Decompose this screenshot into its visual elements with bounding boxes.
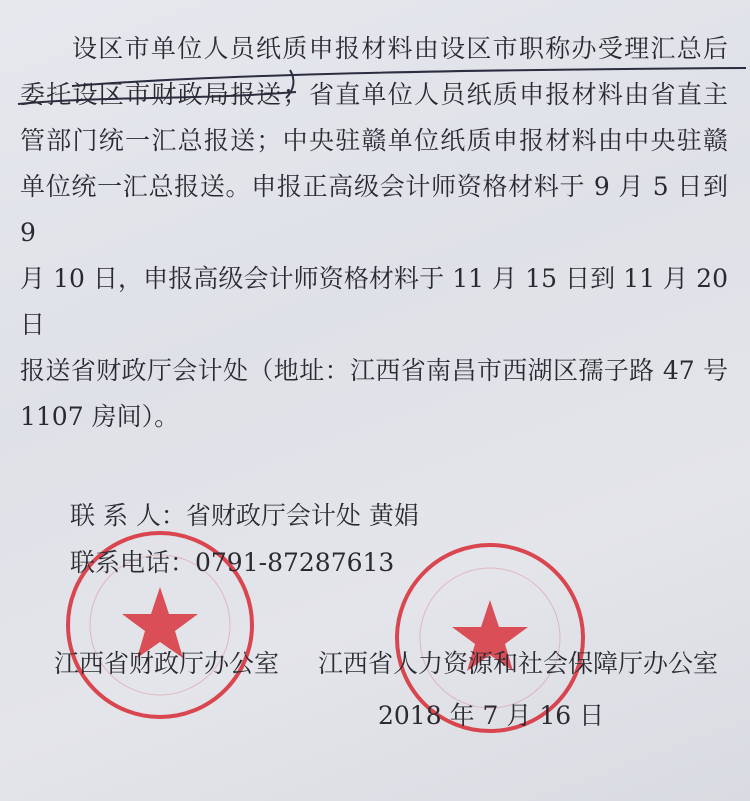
document-body <box>20 26 728 586</box>
document-date: 2018 年 7 月 16 日 <box>378 701 605 730</box>
paragraph-line: 报送省财政厅会计处（地址：江西省南昌市西湖区孺子路 47 号 <box>20 356 728 385</box>
contact-phone: 联系电话：0791-87287613 <box>70 548 395 577</box>
contact-person: 联 系 人：省财政厅会计处 黄娟 <box>70 501 419 530</box>
contact-section <box>20 492 728 586</box>
paragraph-line: 月 10 日，申报高级会计师资格材料于 11 月 15 日到 11 月 20 日 <box>20 264 728 339</box>
paragraph-line: 设区市单位人员纸质申报材料由设区市职称办受理汇总后 <box>72 34 728 63</box>
signature-hr-office: 江西省人力资源和社会保障厅办公室 <box>318 649 719 678</box>
signature-finance-office: 江西省财政厅办公室 <box>54 649 280 678</box>
paragraph-line: 管部门统一汇总报送；中央驻赣单位纸质申报材料由中央驻赣 <box>20 126 728 155</box>
paragraph-line: 1107 房间）。 <box>20 402 180 431</box>
paragraph-line: 委托设区市财政局报送；省直单位人员纸质申报材料由省直主 <box>20 80 728 109</box>
paragraph-line: 单位统一汇总报送。申报正高级会计师资格材料于 9 月 5 日到 9 <box>20 172 728 247</box>
